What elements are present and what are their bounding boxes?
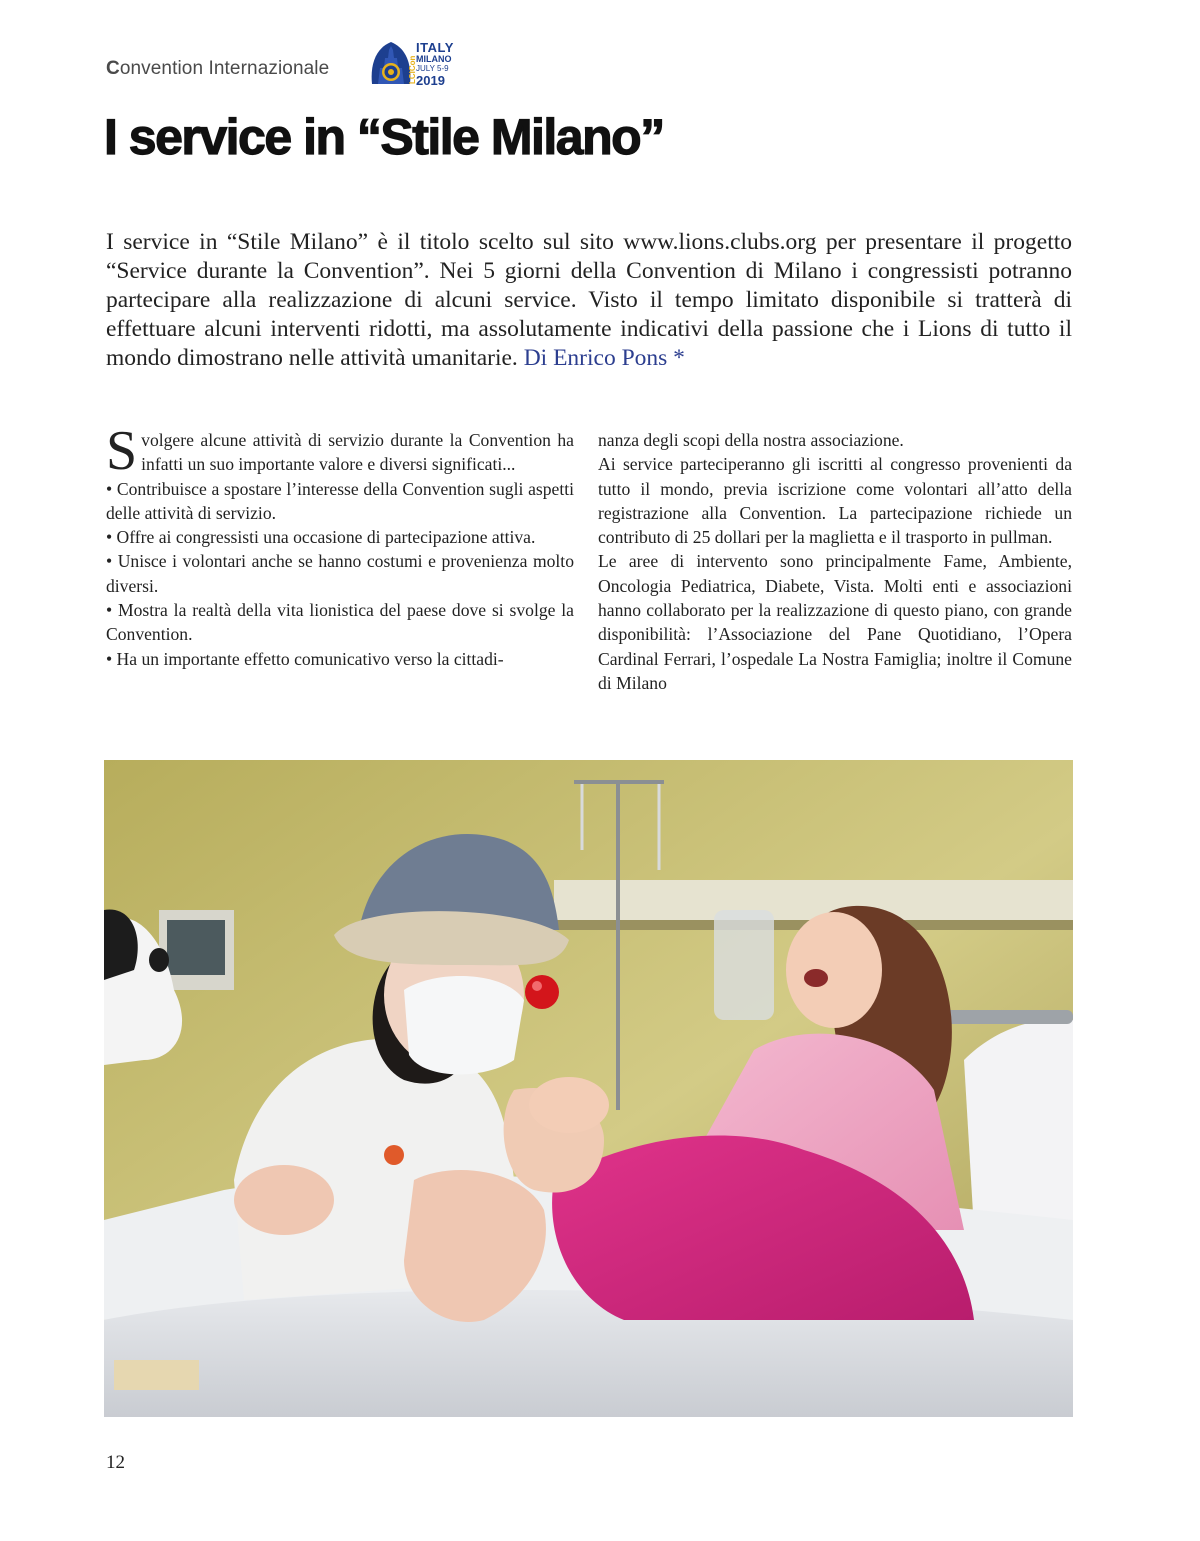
section-title: onvention Internazionale: [119, 58, 330, 79]
bullet-item: • Offre ai congressisti una occasione di partecipazione attiva.: [106, 527, 536, 548]
page-number: 12: [106, 1452, 125, 1473]
intro-paragraph: [106, 420, 574, 482]
body-paragraph: Le aree di intervento sono principalmente Fame, Ambiente, Oncologia Pediatrica, Diabete, Vista. Molti enti e associazioni hanno collaborato per la realizzazione di questo piano, con grande disponibilità: l’Associazione del Pane Quotidiano, l’Opera Cardinal Ferrari, l’ospedale La Nostra Famiglia; inoltre il Comune di Milano: [598, 551, 1072, 693]
article-title: I service in “Stile Milano”: [104, 109, 664, 165]
hospital-clown-photo: [104, 760, 1073, 1417]
logo-dates: JULY 5-9: [416, 64, 449, 73]
intro-text: volgere alcune attività di servizio durante la Convention ha infatti un suo importante valore e diversi significati...: [141, 430, 574, 475]
article-photo: [104, 760, 1073, 1417]
body-column-left: [106, 420, 574, 671]
logo-text: [416, 38, 454, 87]
bullet-item: • Contribuisce a spostare l’interesse della Convention sugli aspetti delle attività di servizio.: [106, 478, 574, 523]
bullet-item: • Unisce i volontari anche se hanno costumi e provenienza molto diversi.: [106, 551, 574, 596]
bullet-item: • Ha un importante effetto comunicativo verso la cittadi-: [106, 648, 504, 669]
section-initial: C: [106, 58, 120, 79]
lead-text: I service in “Stile Milano” è il titolo scelto sul sito www.lions.clubs.org per presentare il progetto “Service durante la Convention”. Nei 5 giorni della Convention di Milano i congressisti potranno partecipare alla realizzazione di alcuni service. Visto il tempo limitato disponibile si tratterà di effettuare alcuni interventi ridotti, ma assolutamente indicativi della passione che i Lions di tutto il mondo dimostrano nelle attività umanitarie.: [106, 229, 1072, 371]
article-byline: Di Enrico Pons *: [523, 345, 685, 371]
logo-year: 2019: [416, 73, 445, 88]
article-lead: [106, 228, 1072, 373]
body-column-right: [598, 428, 1072, 695]
logo-city: MILANO: [416, 54, 452, 64]
bullet-item: • Mostra la realtà della vita lionistica del paese dove si svolge la Convention.: [106, 600, 574, 645]
running-header: [106, 58, 329, 80]
logo-vertical-text: LCICon: [408, 55, 417, 84]
body-paragraph: nanza degli scopi della nostra associazione.: [598, 430, 904, 450]
drop-cap: S: [106, 420, 138, 482]
convention-logo: [368, 38, 474, 86]
body-paragraph: Ai service parteciperanno gli iscritti al congresso provenienti da tutto il mondo, previa iscrizione come volontari all’atto della registrazione alla Convention. La partecipazione richiede un contributo di 25 dollari per la maglietta e il trasporto in pullman.: [598, 454, 1072, 548]
logo-country: ITALY: [416, 40, 454, 55]
